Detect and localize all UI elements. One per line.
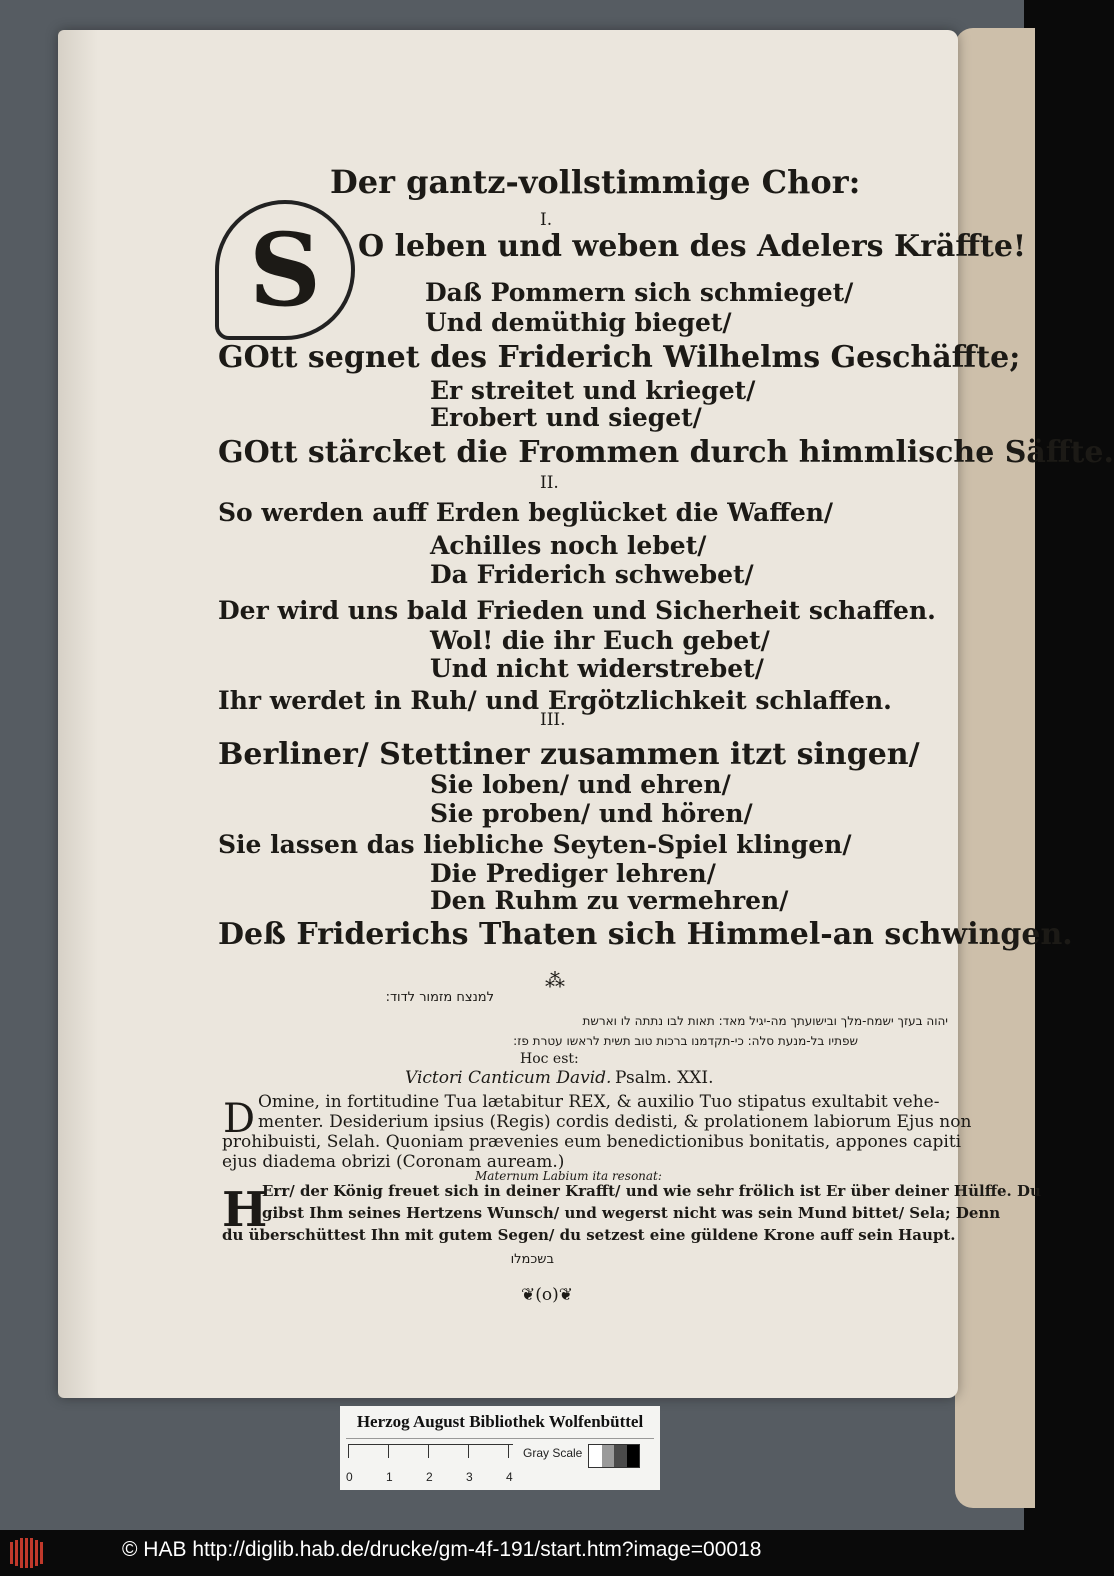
verse-number-2: II. — [540, 473, 559, 493]
maternum-caption: Maternum Labium ita resonat: — [475, 1169, 662, 1183]
verse2-line-3: Da Friderich schwebet/ — [430, 560, 754, 589]
psalm-title: Victori Canticum David. — [405, 1068, 612, 1088]
library-color-target-label — [340, 1406, 660, 1490]
hebrew-line-2: שפתיו בל-מנעת סלה: כי-תקדמנו ברכות טוב תשית לראשו עטרת פז: — [513, 1034, 858, 1048]
verse3-line-6: Den Ruhm zu vermehren/ — [430, 886, 789, 915]
library-name: Herzog August Bibliothek Wolfenbüttel — [356, 1412, 644, 1431]
verse2-line-5: Wol! die ihr Euch gebet/ — [430, 626, 770, 655]
label-divider — [346, 1438, 654, 1439]
verse1-line-5: Er streitet und krieget/ — [430, 376, 756, 405]
ruler-number-1: 1 — [386, 1470, 393, 1484]
verse2-line-7: Ihr werdet in Ruh/ und Ergötzlichkeit schlaffen. — [218, 686, 892, 715]
verse1-line-6: Erobert und sieget/ — [430, 403, 702, 432]
gray-scale-label: Gray Scale — [523, 1446, 583, 1460]
psalm-number: Psalm. XXI. — [615, 1068, 714, 1088]
hebrew-line-1: יהוה בעזך ישמח-מלך ובישועתך מה-יגיל מאד: תאות לבו נתתה לו וארשת — [582, 1014, 948, 1028]
initial-h: H — [222, 1182, 268, 1238]
german-line-1: Err/ der König freuet sich in deiner Krafft/ und wie sehr frölich ist Er über deiner Hülffe. Du — [262, 1182, 1041, 1200]
latin-line-1: Omine, in fortitudine Tua lætabitur REX, & auxilio Tuo stipatus exultabit vehe- — [258, 1092, 940, 1112]
verse3-line-4: Sie lassen das liebliche Seyten-Spiel klingen/ — [218, 830, 852, 859]
verse1-line-7: GOtt stärcket die Frommen durch himmlische Säffte. — [218, 435, 1114, 470]
chorus-title: Der gantz-vollstimmige Chor: — [330, 163, 861, 201]
verse-number-3: III. — [540, 710, 566, 730]
verse2-line-1: So werden auff Erden beglücket die Waffen/ — [218, 498, 834, 527]
verse3-line-1: Berliner/ Stettiner zusammen itzt singen/ — [218, 737, 920, 772]
ruler-number-2: 2 — [426, 1470, 433, 1484]
verse3-line-2: Sie loben/ und ehren/ — [430, 770, 731, 799]
verse3-line-5: Die Prediger lehren/ — [430, 859, 716, 888]
latin-line-4: ejus diadema obrizi (Coronam auream.) — [222, 1152, 565, 1172]
verse1-line-1: O leben und weben des Adelers Kräffte! — [358, 229, 1027, 264]
ruler-number-4: 4 — [506, 1470, 513, 1484]
latin-line-3: prohibuisti, Selah. Quoniam prævenies eum benedictionibus bonitatis, appones capiti — [222, 1132, 962, 1152]
footer-link[interactable]: © HAB http://diglib.hab.de/drucke/gm-4f-191/start.htm?image=00018 — [122, 1538, 762, 1561]
hab-logo-icon — [8, 1536, 48, 1570]
verse1-line-3: Und demüthig bieget/ — [425, 308, 732, 337]
ruler-number-3: 3 — [466, 1470, 473, 1484]
ornament: ❦(o)❦ — [521, 1285, 573, 1305]
initial-d: D — [223, 1096, 256, 1142]
scale-ruler — [346, 1444, 513, 1484]
verse2-line-6: Und nicht widerstrebet/ — [430, 654, 764, 683]
german-line-3: du überschüttest Ihn mit gutem Segen/ du setzest eine güldene Krone auff sein Haupt. — [222, 1226, 956, 1244]
hoc-est: Hoc est: — [520, 1051, 579, 1067]
verse2-line-2: Achilles noch lebet/ — [430, 531, 707, 560]
hebrew-title: למנצח מזמור לדוד: — [385, 990, 494, 1005]
verse2-line-4: Der wird uns bald Frieden und Sicherheit schaffen. — [218, 596, 936, 625]
ruler-number-0: 0 — [346, 1470, 353, 1484]
hebrew-closing: בשכמלו — [510, 1252, 554, 1267]
verse3-line-7: Deß Friderichs Thaten sich Himmel-an schwingen. — [218, 917, 1073, 952]
gray-scale-swatches — [588, 1444, 640, 1468]
verse1-line-2: Daß Pommern sich schmieget/ — [425, 278, 854, 307]
verse3-line-3: Sie proben/ und hören/ — [430, 799, 753, 828]
german-line-2: gibst Ihm seines Hertzens Wunsch/ und wegerst nicht was sein Mund bittet/ Sela; Denn — [262, 1204, 1001, 1222]
decorated-initial-s: S — [215, 200, 355, 340]
latin-line-2: menter. Desiderium ipsius (Regis) cordis dedisti, & prolationem labiorum Ejus non — [258, 1112, 972, 1132]
verse-number-1: I. — [540, 210, 553, 230]
verse1-line-4: GOtt segnet des Friderich Wilhelms Geschäffte; — [218, 340, 1021, 375]
asterism: ⁂ — [545, 968, 565, 992]
